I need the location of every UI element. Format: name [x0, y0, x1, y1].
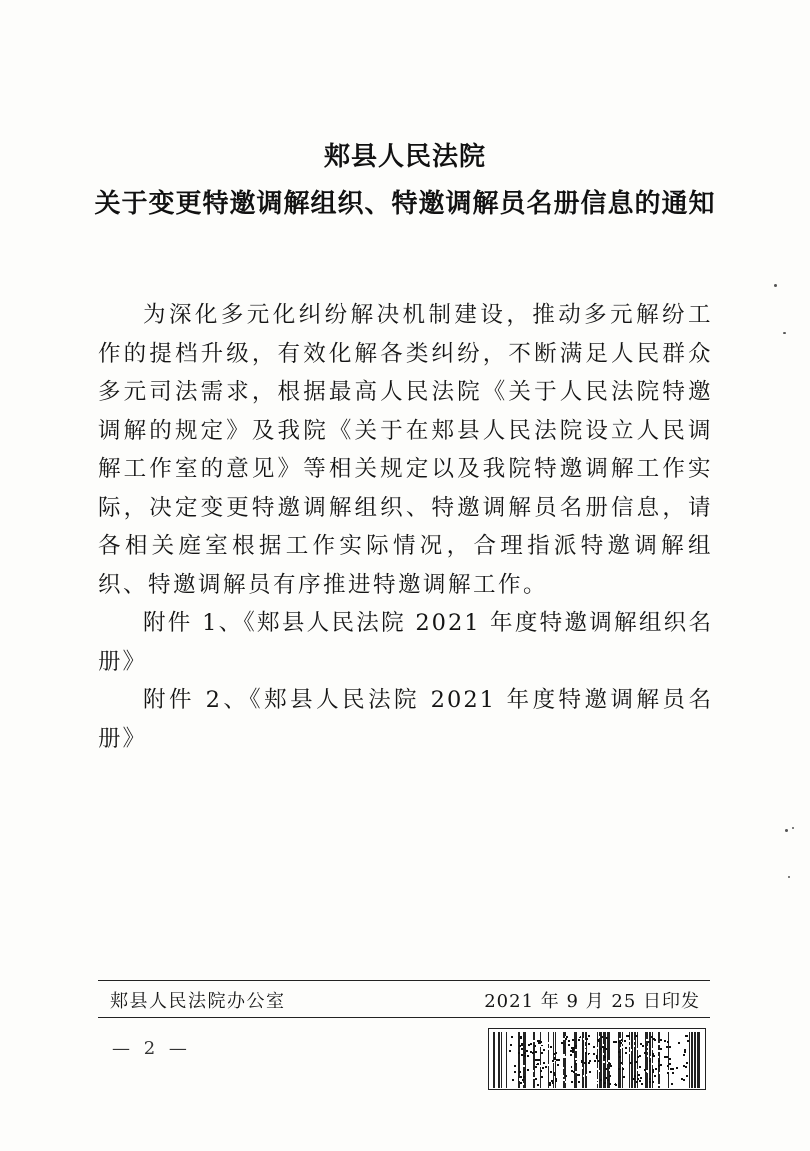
- scan-speck: [785, 829, 788, 832]
- body-paragraph: 为深化多元化纠纷解决机制建设，推动多元解纷工作的提档升级，有效化解各类纠纷，不断满足人民群众多元司法需求，根据最高人民法院《关于人民法院特邀调解的规定》及我院《关于在郏县人民法院设立人民调解工作室的意见》等相关规定以及我院特邀调解工作实际，决定变更特邀调解组织、特邀调解员名册信息，请各相关庭室根据工作实际情况，合理指派特邀调解组织、特邀调解员有序推进特邀调解工作。: [98, 302, 713, 598]
- attachment-1: 附件 1、《郏县人民法院 2021 年度特邀调解组织名册》: [98, 610, 713, 675]
- scan-speck: [788, 876, 790, 878]
- print-date: 2021 年 9 月 25 日印发: [484, 991, 700, 1012]
- notice-title-line1: 郏县人民法院: [323, 142, 486, 172]
- page-number: — 2 —: [112, 1038, 191, 1059]
- issuing-office: 郏县人民法院办公室: [110, 991, 286, 1012]
- scan-speck: [774, 284, 777, 287]
- scan-speck: [783, 332, 786, 334]
- notice-body: [98, 296, 713, 758]
- barcode-icon: [488, 1028, 706, 1090]
- footer-rule-top: [98, 980, 710, 981]
- scan-speck: [792, 827, 794, 829]
- attachment-2: 附件 2、《郏县人民法院 2021 年度特邀调解员名册》: [98, 687, 713, 752]
- footer-rule-bottom: [98, 1017, 710, 1018]
- notice-title-line2: 关于变更特邀调解组织、特邀调解员名册信息的通知: [94, 189, 716, 219]
